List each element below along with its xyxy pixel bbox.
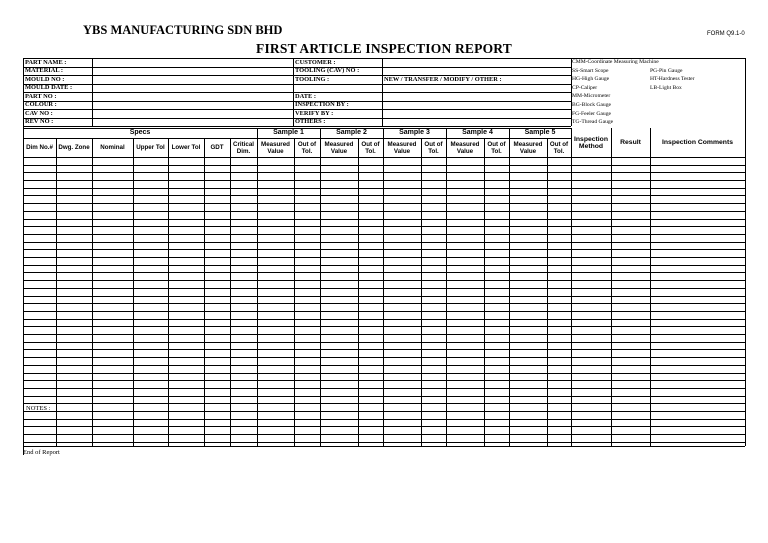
column-header: GDT: [210, 144, 224, 151]
column-line: [204, 138, 205, 446]
table-row-line: [23, 180, 745, 181]
legend-item: FG-Feeler Gauge: [572, 110, 611, 117]
field-input[interactable]: [383, 59, 570, 66]
notes-label: NOTES :: [26, 405, 51, 412]
field-label: TOOLING (CAV) NO :: [295, 67, 360, 75]
header-bottom: [23, 157, 745, 158]
column-header: Lower Tol: [171, 144, 201, 151]
measured-value-header: Measured Value: [387, 140, 417, 155]
field-input[interactable]: [383, 110, 570, 117]
info-divider: [293, 58, 294, 126]
table-row-line: [23, 257, 745, 258]
legend-item: MM-Micrometer: [572, 93, 611, 100]
field-input[interactable]: [93, 76, 292, 83]
table-row-line: [23, 411, 745, 412]
column-line: [421, 138, 422, 446]
column-line: [383, 128, 384, 446]
table-bottom: [23, 446, 745, 447]
out-of-tol-header: Out of Tol.: [297, 140, 317, 155]
field-label: DATE :: [295, 92, 317, 100]
column-header: Result: [620, 139, 641, 146]
table-row-line: [23, 349, 745, 350]
sample-header: Sample 3: [399, 129, 430, 136]
out-of-tol-header: Out of Tol.: [361, 140, 380, 155]
table-row-line: [23, 280, 745, 281]
field-input[interactable]: [93, 59, 292, 66]
form-right-border: [745, 58, 746, 446]
field-label: MOULD DATE :: [25, 84, 73, 92]
table-row-line: [23, 326, 745, 327]
table-row-line: [23, 242, 745, 243]
out-of-tol-header: Out of Tol.: [487, 140, 506, 155]
field-label: TOOLING :: [295, 75, 330, 83]
field-label: VERIFY BY :: [295, 109, 334, 117]
table-row-line: [23, 188, 745, 189]
sample-header: Sample 4: [462, 129, 493, 136]
field-label: INSPECTION BY :: [295, 101, 349, 109]
table-row-line: [23, 319, 745, 320]
table-row-line: [23, 442, 745, 443]
field-input[interactable]: [383, 93, 570, 100]
legend-item: PG-Pin Gauge: [650, 67, 683, 74]
table-row-line: [23, 219, 745, 220]
column-line: [294, 138, 295, 446]
report-title: FIRST ARTICLE INSPECTION REPORT: [256, 41, 512, 56]
table-row-line: [23, 303, 745, 304]
table-row-line: [23, 195, 745, 196]
table-row-line: [23, 426, 745, 427]
table-row-line: [23, 165, 745, 166]
field-label: COLOUR :: [25, 101, 57, 109]
legend-item: CP-Caliper: [572, 84, 598, 91]
legend-item: BG-Block Gauge: [572, 102, 611, 108]
legend-item: SS-Smart Scope: [572, 67, 609, 74]
field-input[interactable]: [93, 68, 292, 75]
table-row-line: [23, 272, 745, 273]
sample-header: Sample 1: [273, 129, 304, 136]
end-of-report: End of Report: [23, 449, 60, 456]
table-row-line: [23, 334, 745, 335]
table-row-line: [23, 203, 745, 204]
column-line: [358, 138, 359, 446]
table-row-line: [23, 288, 745, 289]
company-name: YBS MANUFACTURING SDN BHD: [83, 23, 283, 37]
field-input[interactable]: [93, 102, 292, 109]
field-label: PART NO :: [25, 92, 57, 100]
table-row-line: [23, 226, 745, 227]
field-input[interactable]: [383, 119, 570, 126]
measured-value-header: Measured Value: [324, 140, 354, 155]
column-line: [571, 128, 572, 446]
field-input[interactable]: [93, 119, 292, 126]
column-line: [230, 138, 231, 446]
table-row-line: [23, 311, 745, 312]
field-label: MOULD NO :: [25, 75, 65, 83]
field-input[interactable]: [383, 102, 570, 109]
column-line: [133, 138, 134, 446]
field-input[interactable]: [93, 93, 292, 100]
sample-header: Sample 5: [524, 129, 556, 136]
specs-header: Specs: [129, 129, 151, 136]
column-line: [320, 128, 321, 446]
legend-item: LB-Light Box: [650, 84, 682, 91]
field-input[interactable]: [383, 68, 570, 75]
out-of-tol-header: Out of Tol.: [424, 140, 443, 155]
measured-value-header: Measured Value: [513, 140, 543, 155]
field-label: PART NAME :: [25, 58, 67, 66]
field-label: CAV NO :: [25, 109, 53, 117]
legend-cmm: CMM-Coordinate Measuring Machine: [572, 58, 659, 65]
field-label: MATERIAL :: [25, 67, 64, 75]
form-number: FORM Q9.1-0: [707, 31, 745, 37]
table-row-line: [23, 388, 745, 389]
column-line: [611, 128, 612, 446]
field-label: REV NO :: [25, 118, 54, 126]
column-header: Dim No.#: [26, 144, 53, 151]
table-row-line: [23, 172, 745, 173]
column-line: [92, 138, 93, 446]
field-input[interactable]: [93, 110, 292, 117]
column-header: Nominal: [100, 144, 125, 151]
column-header: Critical Dim.: [233, 140, 254, 155]
table-row-line: [23, 265, 745, 266]
field-label: OTHERS :: [295, 118, 326, 126]
legend-item: HG-High Gauge: [572, 76, 610, 83]
table-row-line: [23, 211, 745, 212]
column-header: Inspection Comments: [662, 139, 733, 146]
legend-item: HT-Hardness Tester: [650, 76, 695, 83]
measured-value-header: Measured Value: [450, 140, 480, 155]
column-line: [257, 128, 258, 446]
column-line: [56, 138, 57, 446]
table-row-line: [23, 365, 745, 366]
table-row-line: [23, 342, 745, 343]
table-row-line: [23, 403, 745, 404]
table-row-line: [23, 380, 745, 381]
table-row-line: [23, 249, 745, 250]
out-of-tol-header: Out of Tol.: [549, 140, 569, 155]
table-row-line: [23, 419, 745, 420]
legend-item: TG-Thread Gauge: [572, 119, 614, 126]
column-header: Dwg. Zone: [58, 144, 90, 151]
column-line: [446, 128, 447, 446]
sample-header: Sample 2: [336, 129, 367, 136]
table-row-line: [23, 396, 745, 397]
column-line: [168, 138, 169, 446]
field-input[interactable]: [93, 85, 292, 92]
table-row-line: [23, 234, 745, 235]
table-row-line: [23, 434, 745, 435]
table-row-line: [23, 296, 745, 297]
column-header: Inspection Method: [574, 135, 608, 150]
column-line: [547, 138, 548, 446]
column-header: Upper Tol: [136, 144, 165, 151]
table-row-line: [23, 357, 745, 358]
column-line: [509, 128, 510, 446]
field-label: CUSTOMER :: [295, 58, 336, 66]
measured-value-header: Measured Value: [261, 140, 290, 155]
column-line: [650, 128, 651, 446]
tooling-options[interactable]: NEW / TRANSFER / MODIFY / OTHER :: [384, 75, 502, 83]
column-line: [484, 138, 485, 446]
table-row-line: [23, 373, 745, 374]
